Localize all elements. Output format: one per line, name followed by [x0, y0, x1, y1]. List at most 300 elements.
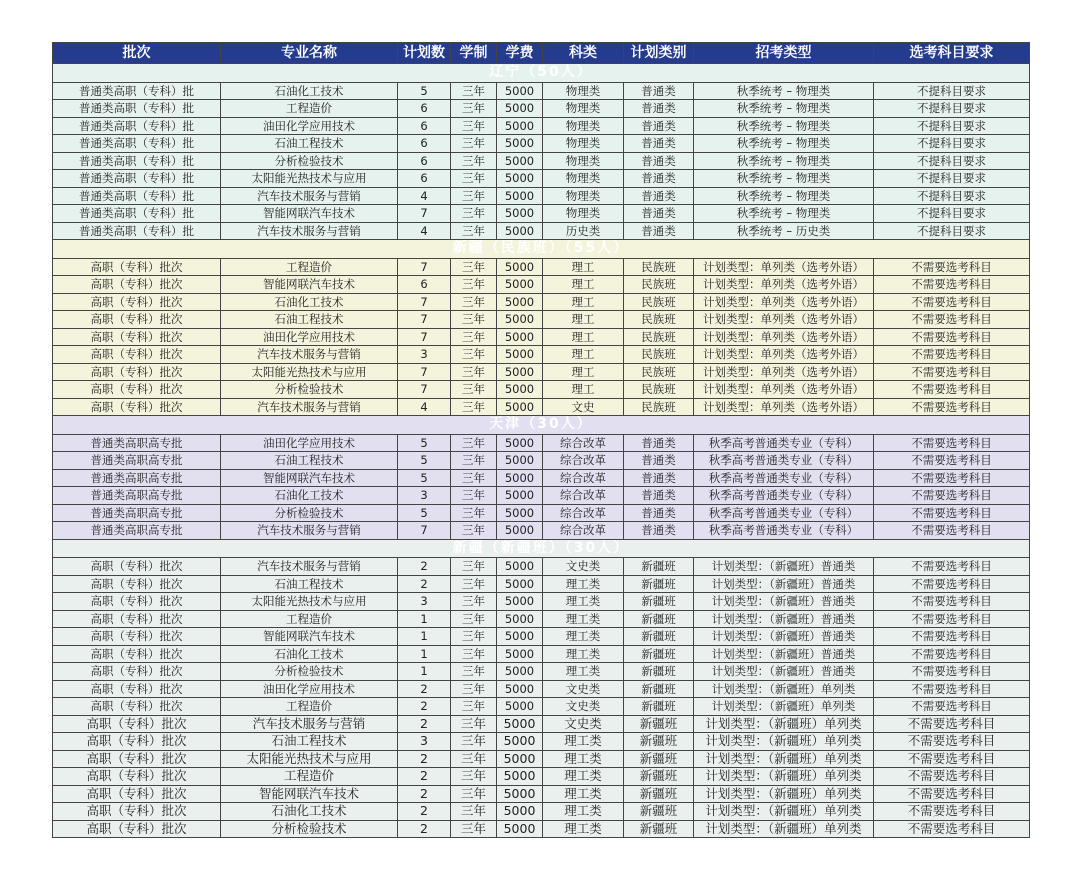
cell-batch: 高职（专科）批次	[53, 663, 221, 681]
cell-major: 石油化工技术	[221, 803, 398, 821]
cell-batch: 普通类高职高专批	[53, 434, 221, 452]
cell-subject-category: 文史类	[543, 680, 624, 698]
cell-subject-requirement: 不需要选考科目	[874, 504, 1030, 522]
cell-subject-category: 文史类	[543, 715, 624, 733]
cell-plan-category: 普通类	[624, 205, 694, 223]
cell-tuition: 5000	[497, 680, 543, 698]
cell-tuition: 5000	[497, 452, 543, 470]
cell-exam-type: 秋季高考普通类专业（专科）	[694, 452, 874, 470]
cell-subject-category: 物理类	[543, 100, 624, 118]
cell-plan-category: 民族班	[624, 381, 694, 399]
header-plan-count: 计划数	[398, 43, 451, 64]
cell-plan-category: 普通类	[624, 152, 694, 170]
cell-subject-category: 文史	[543, 398, 624, 416]
cell-major: 分析检验技术	[221, 504, 398, 522]
cell-plan-count: 2	[398, 803, 451, 821]
cell-tuition: 5000	[497, 363, 543, 381]
cell-subject-requirement: 不需要选考科目	[874, 663, 1030, 681]
table-row	[53, 469, 1030, 487]
cell-batch: 高职（专科）批次	[53, 820, 221, 838]
cell-plan-category: 新疆班	[624, 593, 694, 611]
cell-duration: 三年	[451, 820, 497, 838]
cell-plan-count: 3	[398, 733, 451, 751]
cell-plan-count: 6	[398, 117, 451, 135]
cell-subject-category: 理工	[543, 381, 624, 399]
section-header-row	[53, 416, 1030, 435]
section-title: 天津（30人）	[53, 416, 1030, 435]
cell-batch: 高职（专科）批次	[53, 593, 221, 611]
table-row	[53, 698, 1030, 716]
cell-batch: 普通类高职（专科）批	[53, 100, 221, 118]
cell-major: 石油工程技术	[221, 135, 398, 153]
cell-batch: 高职（专科）批次	[53, 750, 221, 768]
cell-plan-category: 新疆班	[624, 610, 694, 628]
cell-plan-category: 普通类	[624, 135, 694, 153]
cell-major: 石油工程技术	[221, 575, 398, 593]
cell-tuition: 5000	[497, 328, 543, 346]
section-header-row	[53, 539, 1030, 558]
cell-batch: 普通类高职高专批	[53, 469, 221, 487]
cell-duration: 三年	[451, 276, 497, 294]
cell-major: 石油化工技术	[221, 293, 398, 311]
table-row	[53, 487, 1030, 505]
cell-plan-category: 新疆班	[624, 768, 694, 786]
cell-plan-count: 7	[398, 311, 451, 329]
section-group	[53, 416, 1030, 540]
cell-batch: 高职（专科）批次	[53, 803, 221, 821]
cell-tuition: 5000	[497, 803, 543, 821]
cell-duration: 三年	[451, 187, 497, 205]
cell-batch: 高职（专科）批次	[53, 715, 221, 733]
cell-plan-count: 5	[398, 452, 451, 470]
table-row	[53, 610, 1030, 628]
cell-duration: 三年	[451, 328, 497, 346]
table-header	[53, 43, 1030, 64]
cell-subject-requirement: 不需要选考科目	[874, 522, 1030, 540]
cell-plan-count: 5	[398, 82, 451, 100]
cell-subject-requirement: 不需要选考科目	[874, 363, 1030, 381]
cell-plan-count: 1	[398, 610, 451, 628]
cell-exam-type: 计划类型：单列类（选考外语）	[694, 398, 874, 416]
cell-subject-requirement: 不需要选考科目	[874, 398, 1030, 416]
cell-duration: 三年	[451, 522, 497, 540]
cell-major: 汽车技术服务与营销	[221, 522, 398, 540]
cell-plan-category: 普通类	[624, 117, 694, 135]
cell-major: 石油化工技术	[221, 487, 398, 505]
cell-plan-count: 4	[398, 398, 451, 416]
cell-major: 汽车技术服务与营销	[221, 558, 398, 576]
cell-exam-type: 计划类型：单列类（选考外语）	[694, 311, 874, 329]
cell-tuition: 5000	[497, 487, 543, 505]
table-row	[53, 222, 1030, 240]
cell-plan-category: 普通类	[624, 522, 694, 540]
table-row	[53, 434, 1030, 452]
cell-tuition: 5000	[497, 663, 543, 681]
cell-plan-count: 2	[398, 680, 451, 698]
cell-plan-count: 7	[398, 293, 451, 311]
table-row	[53, 346, 1030, 364]
table-row	[53, 258, 1030, 276]
cell-major: 太阳能光热技术与应用	[221, 750, 398, 768]
cell-plan-count: 2	[398, 750, 451, 768]
table-row	[53, 628, 1030, 646]
cell-exam-type: 计划类型：单列类（选考外语）	[694, 346, 874, 364]
cell-major: 太阳能光热技术与应用	[221, 593, 398, 611]
cell-plan-category: 新疆班	[624, 803, 694, 821]
cell-tuition: 5000	[497, 522, 543, 540]
table-row	[53, 381, 1030, 399]
section-header-row	[53, 64, 1030, 83]
cell-batch: 普通类高职（专科）批	[53, 152, 221, 170]
cell-plan-category: 民族班	[624, 276, 694, 294]
cell-plan-count: 3	[398, 346, 451, 364]
cell-subject-category: 物理类	[543, 152, 624, 170]
header-major: 专业名称	[221, 43, 398, 64]
cell-subject-category: 综合改革	[543, 487, 624, 505]
cell-duration: 三年	[451, 381, 497, 399]
cell-major: 石油工程技术	[221, 452, 398, 470]
cell-subject-requirement: 不需要选考科目	[874, 593, 1030, 611]
cell-major: 工程造价	[221, 258, 398, 276]
table-row	[53, 82, 1030, 100]
cell-tuition: 5000	[497, 276, 543, 294]
cell-duration: 三年	[451, 452, 497, 470]
cell-exam-type: 秋季高考普通类专业（专科）	[694, 487, 874, 505]
cell-tuition: 5000	[497, 504, 543, 522]
cell-exam-type: 计划类型：单列类（选考外语）	[694, 258, 874, 276]
cell-subject-requirement: 不提科目要求	[874, 170, 1030, 188]
cell-batch: 高职（专科）批次	[53, 398, 221, 416]
cell-duration: 三年	[451, 663, 497, 681]
cell-plan-category: 普通类	[624, 100, 694, 118]
cell-plan-count: 2	[398, 698, 451, 716]
cell-plan-category: 普通类	[624, 469, 694, 487]
cell-major: 太阳能光热技术与应用	[221, 363, 398, 381]
cell-tuition: 5000	[497, 135, 543, 153]
cell-subject-category: 综合改革	[543, 504, 624, 522]
cell-plan-count: 2	[398, 820, 451, 838]
table-row	[53, 117, 1030, 135]
cell-subject-category: 理工类	[543, 733, 624, 751]
table-row	[53, 504, 1030, 522]
table-row	[53, 328, 1030, 346]
cell-batch: 高职（专科）批次	[53, 258, 221, 276]
cell-exam-type: 计划类型：（新疆班）单列类	[694, 715, 874, 733]
cell-tuition: 5000	[497, 117, 543, 135]
cell-plan-category: 新疆班	[624, 715, 694, 733]
cell-tuition: 5000	[497, 381, 543, 399]
cell-exam-type: 秋季统考 – 物理类	[694, 152, 874, 170]
admission-plan-table-wrapper	[52, 42, 1029, 838]
cell-exam-type: 秋季统考 – 物理类	[694, 117, 874, 135]
cell-subject-requirement: 不需要选考科目	[874, 698, 1030, 716]
section-title: 新疆（民族班）（55人）	[53, 240, 1030, 259]
cell-duration: 三年	[451, 680, 497, 698]
cell-plan-count: 6	[398, 276, 451, 294]
cell-tuition: 5000	[497, 258, 543, 276]
cell-tuition: 5000	[497, 100, 543, 118]
admission-plan-table	[52, 42, 1030, 838]
cell-major: 油田化学应用技术	[221, 680, 398, 698]
cell-subject-category: 理工	[543, 276, 624, 294]
table-row	[53, 363, 1030, 381]
cell-plan-category: 新疆班	[624, 628, 694, 646]
table-row	[53, 135, 1030, 153]
cell-subject-category: 理工类	[543, 820, 624, 838]
table-row	[53, 558, 1030, 576]
cell-plan-count: 6	[398, 100, 451, 118]
cell-major: 分析检验技术	[221, 663, 398, 681]
cell-tuition: 5000	[497, 645, 543, 663]
cell-major: 工程造价	[221, 100, 398, 118]
table-row	[53, 820, 1030, 838]
cell-plan-count: 2	[398, 575, 451, 593]
cell-duration: 三年	[451, 170, 497, 188]
cell-batch: 高职（专科）批次	[53, 680, 221, 698]
cell-major: 智能网联汽车技术	[221, 785, 398, 803]
cell-plan-count: 7	[398, 258, 451, 276]
cell-batch: 普通类高职（专科）批	[53, 170, 221, 188]
cell-exam-type: 秋季统考 – 物理类	[694, 82, 874, 100]
cell-subject-category: 理工类	[543, 768, 624, 786]
cell-subject-category: 物理类	[543, 117, 624, 135]
cell-duration: 三年	[451, 135, 497, 153]
cell-exam-type: 秋季统考 – 物理类	[694, 187, 874, 205]
cell-batch: 高职（专科）批次	[53, 698, 221, 716]
cell-batch: 普通类高职（专科）批	[53, 205, 221, 223]
cell-duration: 三年	[451, 117, 497, 135]
cell-subject-category: 综合改革	[543, 469, 624, 487]
cell-duration: 三年	[451, 293, 497, 311]
header-tuition: 学费	[497, 43, 543, 64]
cell-exam-type: 秋季高考普通类专业（专科）	[694, 469, 874, 487]
cell-tuition: 5000	[497, 205, 543, 223]
cell-plan-count: 3	[398, 487, 451, 505]
cell-plan-category: 民族班	[624, 328, 694, 346]
cell-batch: 普通类高职高专批	[53, 487, 221, 505]
header-batch: 批次	[53, 43, 221, 64]
cell-batch: 普通类高职（专科）批	[53, 82, 221, 100]
cell-duration: 三年	[451, 785, 497, 803]
cell-exam-type: 计划类型：（新疆班）普通类	[694, 610, 874, 628]
cell-plan-category: 普通类	[624, 487, 694, 505]
cell-batch: 高职（专科）批次	[53, 785, 221, 803]
cell-plan-count: 5	[398, 434, 451, 452]
cell-plan-category: 新疆班	[624, 558, 694, 576]
cell-exam-type: 秋季高考普通类专业（专科）	[694, 522, 874, 540]
cell-duration: 三年	[451, 82, 497, 100]
cell-exam-type: 计划类型：（新疆班）单列类	[694, 680, 874, 698]
cell-exam-type: 计划类型：（新疆班）单列类	[694, 803, 874, 821]
cell-tuition: 5000	[497, 698, 543, 716]
header-subject-requirement: 选考科目要求	[874, 43, 1030, 64]
cell-batch: 普通类高职高专批	[53, 522, 221, 540]
cell-plan-category: 民族班	[624, 258, 694, 276]
cell-major: 智能网联汽车技术	[221, 469, 398, 487]
cell-major: 工程造价	[221, 698, 398, 716]
cell-tuition: 5000	[497, 715, 543, 733]
cell-tuition: 5000	[497, 293, 543, 311]
cell-plan-count: 2	[398, 785, 451, 803]
cell-plan-count: 7	[398, 522, 451, 540]
cell-major: 智能网联汽车技术	[221, 205, 398, 223]
cell-subject-category: 理工	[543, 258, 624, 276]
cell-subject-requirement: 不提科目要求	[874, 82, 1030, 100]
cell-plan-category: 新疆班	[624, 733, 694, 751]
cell-batch: 高职（专科）批次	[53, 733, 221, 751]
cell-exam-type: 计划类型：（新疆班）单列类	[694, 698, 874, 716]
cell-tuition: 5000	[497, 434, 543, 452]
header-duration: 学制	[451, 43, 497, 64]
cell-batch: 普通类高职（专科）批	[53, 117, 221, 135]
cell-subject-category: 文史类	[543, 558, 624, 576]
cell-plan-category: 民族班	[624, 346, 694, 364]
cell-subject-category: 综合改革	[543, 522, 624, 540]
cell-batch: 高职（专科）批次	[53, 363, 221, 381]
cell-batch: 高职（专科）批次	[53, 645, 221, 663]
section-group	[53, 240, 1030, 416]
header-subject-category: 科类	[543, 43, 624, 64]
cell-major: 智能网联汽车技术	[221, 628, 398, 646]
cell-subject-category: 文史类	[543, 698, 624, 716]
table-row	[53, 803, 1030, 821]
cell-plan-count: 7	[398, 205, 451, 223]
cell-major: 工程造价	[221, 610, 398, 628]
cell-subject-requirement: 不提科目要求	[874, 187, 1030, 205]
cell-plan-count: 7	[398, 363, 451, 381]
cell-plan-count: 6	[398, 170, 451, 188]
table-row	[53, 768, 1030, 786]
cell-subject-requirement: 不需要选考科目	[874, 803, 1030, 821]
cell-subject-requirement: 不需要选考科目	[874, 452, 1030, 470]
header-exam-type: 招考类型	[694, 43, 874, 64]
section-group	[53, 64, 1030, 240]
cell-exam-type: 计划类型：（新疆班）单列类	[694, 733, 874, 751]
cell-duration: 三年	[451, 645, 497, 663]
cell-subject-requirement: 不需要选考科目	[874, 258, 1030, 276]
table-row	[53, 293, 1030, 311]
cell-subject-category: 理工	[543, 363, 624, 381]
cell-tuition: 5000	[497, 750, 543, 768]
cell-batch: 高职（专科）批次	[53, 610, 221, 628]
cell-batch: 普通类高职高专批	[53, 452, 221, 470]
table-row	[53, 645, 1030, 663]
cell-major: 太阳能光热技术与应用	[221, 170, 398, 188]
cell-subject-requirement: 不需要选考科目	[874, 487, 1030, 505]
cell-major: 分析检验技术	[221, 152, 398, 170]
cell-major: 汽车技术服务与营销	[221, 222, 398, 240]
cell-subject-requirement: 不需要选考科目	[874, 575, 1030, 593]
cell-subject-category: 理工类	[543, 593, 624, 611]
cell-plan-count: 1	[398, 628, 451, 646]
cell-subject-category: 历史类	[543, 222, 624, 240]
cell-subject-requirement: 不需要选考科目	[874, 680, 1030, 698]
table-row	[53, 750, 1030, 768]
cell-plan-count: 2	[398, 715, 451, 733]
cell-subject-category: 综合改革	[543, 434, 624, 452]
cell-major: 石油工程技术	[221, 311, 398, 329]
cell-major: 分析检验技术	[221, 381, 398, 399]
cell-subject-category: 理工类	[543, 663, 624, 681]
cell-plan-category: 普通类	[624, 434, 694, 452]
cell-duration: 三年	[451, 750, 497, 768]
cell-plan-category: 普通类	[624, 504, 694, 522]
cell-plan-count: 6	[398, 152, 451, 170]
cell-plan-category: 普通类	[624, 452, 694, 470]
cell-subject-category: 理工类	[543, 803, 624, 821]
cell-duration: 三年	[451, 311, 497, 329]
cell-tuition: 5000	[497, 398, 543, 416]
table-row	[53, 152, 1030, 170]
cell-tuition: 5000	[497, 733, 543, 751]
section-header-row	[53, 240, 1030, 259]
cell-plan-category: 普通类	[624, 82, 694, 100]
cell-subject-requirement: 不需要选考科目	[874, 469, 1030, 487]
cell-tuition: 5000	[497, 768, 543, 786]
cell-exam-type: 计划类型：单列类（选考外语）	[694, 381, 874, 399]
cell-subject-category: 理工类	[543, 750, 624, 768]
cell-subject-requirement: 不需要选考科目	[874, 715, 1030, 733]
cell-subject-category: 理工	[543, 293, 624, 311]
cell-exam-type: 计划类型：（新疆班）普通类	[694, 575, 874, 593]
cell-subject-requirement: 不提科目要求	[874, 152, 1030, 170]
cell-batch: 普通类高职高专批	[53, 504, 221, 522]
table-row	[53, 575, 1030, 593]
cell-plan-count: 5	[398, 504, 451, 522]
table-row	[53, 715, 1030, 733]
cell-plan-category: 民族班	[624, 293, 694, 311]
cell-plan-count: 1	[398, 645, 451, 663]
cell-exam-type: 计划类型：（新疆班）单列类	[694, 768, 874, 786]
cell-subject-requirement: 不提科目要求	[874, 135, 1030, 153]
cell-exam-type: 秋季统考 – 物理类	[694, 205, 874, 223]
table-row	[53, 311, 1030, 329]
cell-exam-type: 秋季统考 – 物理类	[694, 135, 874, 153]
cell-duration: 三年	[451, 434, 497, 452]
cell-subject-requirement: 不需要选考科目	[874, 381, 1030, 399]
cell-subject-category: 物理类	[543, 82, 624, 100]
cell-subject-category: 物理类	[543, 135, 624, 153]
cell-subject-requirement: 不需要选考科目	[874, 434, 1030, 452]
cell-plan-category: 民族班	[624, 311, 694, 329]
cell-exam-type: 计划类型：（新疆班）单列类	[694, 820, 874, 838]
cell-exam-type: 计划类型：单列类（选考外语）	[694, 328, 874, 346]
cell-plan-category: 新疆班	[624, 575, 694, 593]
cell-plan-count: 5	[398, 469, 451, 487]
cell-subject-requirement: 不需要选考科目	[874, 328, 1030, 346]
cell-plan-count: 3	[398, 593, 451, 611]
cell-subject-requirement: 不需要选考科目	[874, 645, 1030, 663]
table-row	[53, 187, 1030, 205]
cell-duration: 三年	[451, 733, 497, 751]
cell-subject-requirement: 不提科目要求	[874, 222, 1030, 240]
table-row	[53, 522, 1030, 540]
cell-exam-type: 秋季统考 – 物理类	[694, 100, 874, 118]
cell-plan-category: 民族班	[624, 363, 694, 381]
cell-duration: 三年	[451, 398, 497, 416]
cell-subject-category: 物理类	[543, 187, 624, 205]
cell-exam-type: 秋季统考 – 物理类	[694, 170, 874, 188]
cell-subject-requirement: 不需要选考科目	[874, 610, 1030, 628]
cell-major: 油田化学应用技术	[221, 328, 398, 346]
cell-subject-category: 物理类	[543, 205, 624, 223]
cell-subject-requirement: 不需要选考科目	[874, 628, 1030, 646]
cell-tuition: 5000	[497, 610, 543, 628]
table-row	[53, 733, 1030, 751]
cell-duration: 三年	[451, 768, 497, 786]
cell-batch: 高职（专科）批次	[53, 346, 221, 364]
section-title: 辽宁（50人）	[53, 64, 1030, 83]
